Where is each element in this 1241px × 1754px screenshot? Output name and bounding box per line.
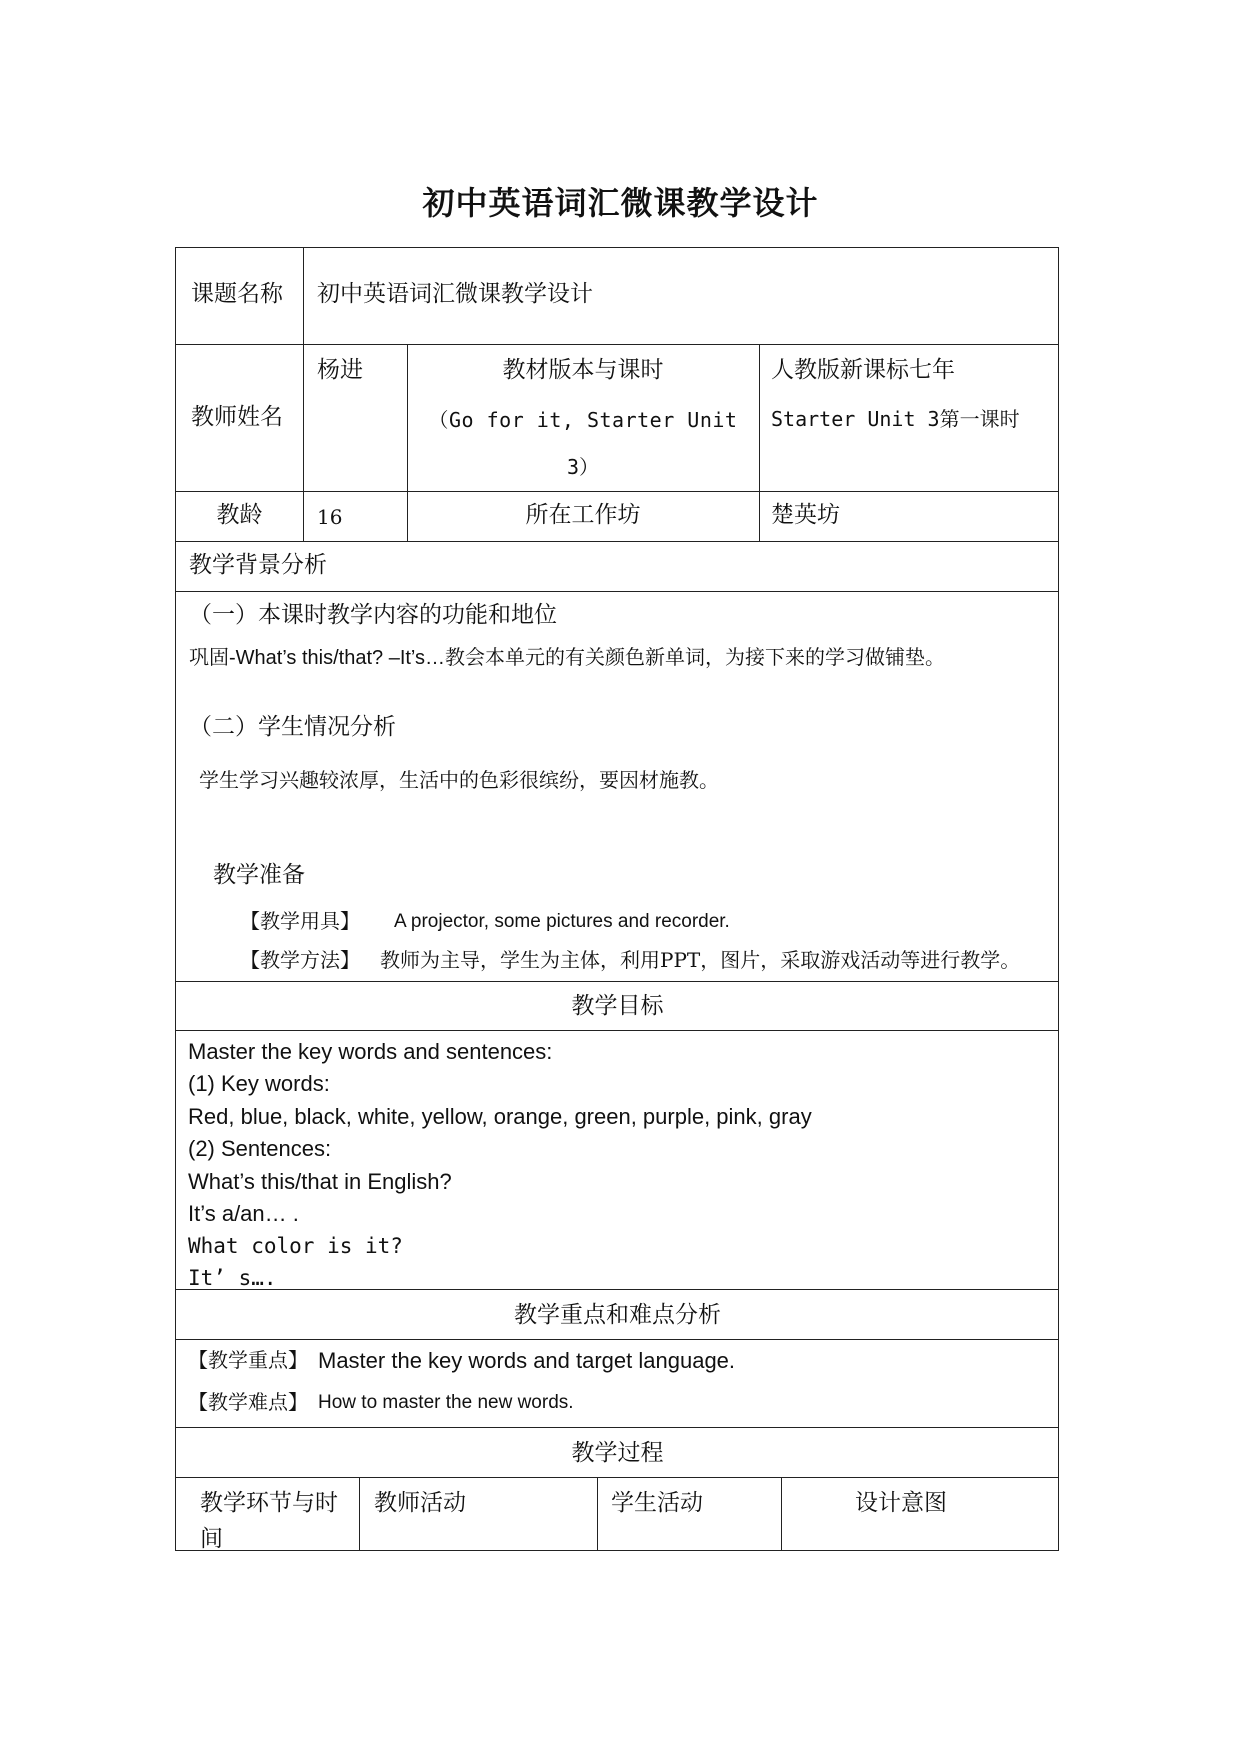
textbook-label-line3: 3） (566, 455, 600, 479)
objective-line: It’ s…. (188, 1266, 277, 1290)
objective-line: Master the key words and sentences: (188, 1039, 553, 1064)
teacher-label: 教师姓名 (191, 404, 283, 430)
textbook-value-line2: Starter Unit 3第一课时 (771, 407, 1020, 431)
part1-title: （一）本课时教学内容的功能和地位 (189, 602, 557, 628)
process-col-teacher: 教师活动 (374, 1490, 466, 1516)
method-text: 教师为主导，学生为主体，利用PPT，图片，采取游戏活动等进行教学。 (380, 948, 1021, 972)
difficulty-text: How to master the new words. (318, 1392, 574, 1413)
objective-line: Red, blue, black, white, yellow, orange, green, purple, pink, gray (188, 1104, 812, 1129)
difficulty-label: 【教学难点】 (188, 1390, 308, 1414)
textbook-label-line2: （Go for it, Starter Unit (428, 408, 738, 432)
tools-label: 【教学用具】 (240, 909, 360, 933)
workshop-value: 楚英坊 (771, 502, 840, 528)
textbook-label-line1: 教材版本与课时 (502, 357, 664, 383)
method-label: 【教学方法】 (240, 948, 360, 972)
focus-label: 【教学重点】 (188, 1348, 308, 1372)
workshop-label: 所在工作坊 (525, 502, 641, 528)
prep-title: 教学准备 (213, 862, 305, 888)
objective-line: (2) Sentences: (188, 1136, 332, 1161)
objectives-heading: 教学目标 (571, 993, 664, 1019)
part2-title: （二）学生情况分析 (189, 714, 396, 740)
process-col-student: 学生活动 (611, 1490, 703, 1516)
process-heading: 教学过程 (571, 1440, 664, 1466)
teacher-value: 杨进 (317, 357, 363, 383)
objective-line: It’s a/an… . (188, 1201, 299, 1226)
textbook-value-line1: 人教版新课标七年 (771, 357, 955, 383)
document-title: 初中英语词汇微课教学设计 (422, 184, 819, 222)
tools-text: A projector, some pictures and recorder. (394, 911, 730, 932)
objective-line: What’s this/that in English? (188, 1169, 452, 1194)
part2-text: 学生学习兴趣较浓厚，生活中的色彩很缤纷，要因材施教。 (199, 768, 719, 792)
age-label: 教龄 (216, 502, 263, 528)
objective-line: What color is it? (188, 1234, 403, 1258)
objective-line: (1) Key words: (188, 1071, 330, 1096)
part1-text: 巩固-What’s this/that? –It’s…教会本单元的有关颜色新单词，为接下来的学习做铺垫。 (189, 647, 946, 669)
topic-label: 课题名称 (191, 281, 283, 307)
process-col-stage-line1: 教学环节与时 (200, 1490, 338, 1516)
focus-text: Master the key words and target language. (318, 1348, 736, 1373)
keypoints-heading: 教学重点和难点分析 (514, 1302, 721, 1328)
age-value: 16 (317, 505, 343, 529)
background-heading: 教学背景分析 (189, 552, 327, 578)
topic-value: 初中英语词汇微课教学设计 (317, 281, 593, 307)
process-col-stage-line2: 间 (200, 1526, 223, 1552)
process-col-intent: 设计意图 (855, 1490, 947, 1516)
